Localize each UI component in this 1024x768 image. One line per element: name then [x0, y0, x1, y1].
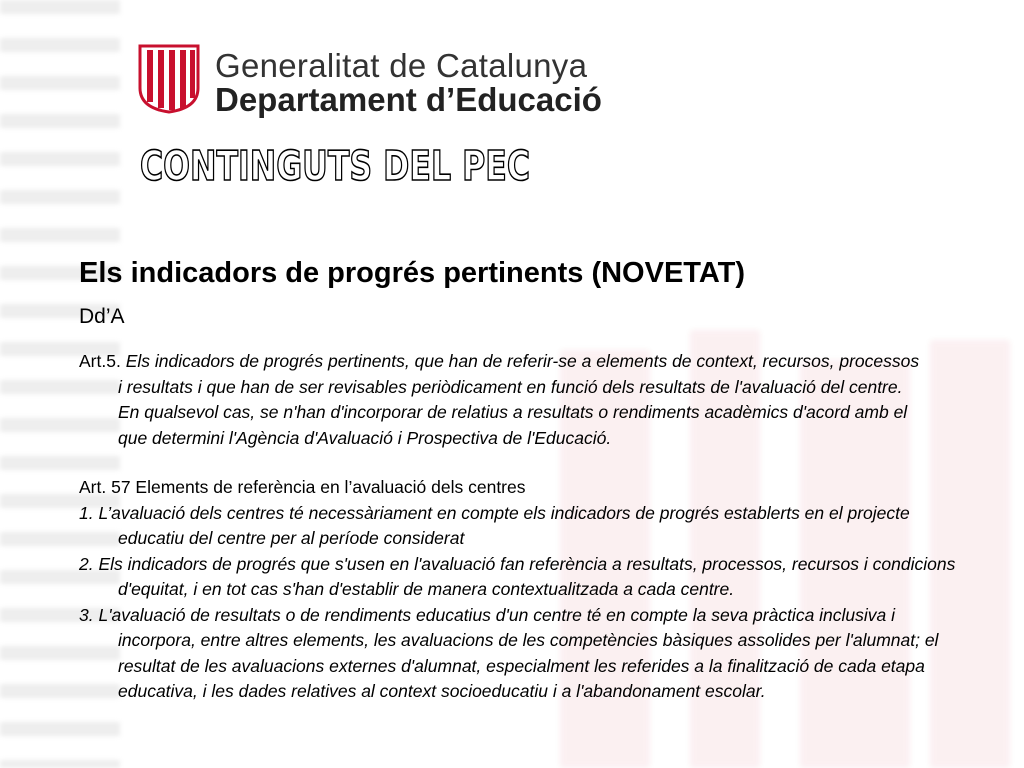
section-heading: Els indicadors de progrés pertinents (NOVETAT): [79, 257, 746, 289]
department-name: Departament d’Educació: [215, 81, 602, 118]
article-text: i resultats i que han de ser revisables periòdicament en funció dels resultats de l'avaluació del centre.: [118, 376, 903, 397]
slide-title: [138, 138, 538, 190]
list-item: 3. L'avaluació de resultats o de rendiments educatius d'un centre té en compte la seva pràctica inclusiva i: [79, 604, 896, 625]
list-item-continuation: educativa, i les dades relatives al context socioeducatiu i a l'abandonament escolar.: [118, 681, 766, 701]
article-text: En qualsevol cas, se n'han d'incorporar de relatius a resultats o rendiments acadèmics d'acord amb el: [118, 402, 908, 422]
article-5: [79, 349, 989, 451]
list-item-continuation: resultat de les avaluacions externes d'alumnat, especialment les referides a la finalització de cada etapa: [118, 655, 925, 676]
article-text: que determini l'Agència d'Avaluació i Prospectiva de l'Educació.: [118, 427, 612, 448]
article-heading: Art. 57 Elements de referència en l’avaluació dels centres: [79, 477, 526, 497]
list-item: 1. L’avaluació dels centres té necessàriament en compte els indicadors de progrés establerts en el projecte: [79, 502, 910, 523]
article-text: Els indicadors de progrés pertinents, que han de referir-se a elements de context, recursos, processos: [125, 351, 920, 371]
source-label: Dd’A: [79, 305, 125, 328]
organization-name: Generalitat de Catalunya: [215, 47, 588, 84]
list-item-continuation: educatiu del centre per al període considerat: [118, 528, 465, 548]
senyera-shield-icon: [138, 44, 200, 114]
svg-text:CONTINGUTS DEL PEC: CONTINGUTS DEL PEC: [140, 142, 530, 190]
article-57: [79, 475, 989, 705]
list-item-continuation: incorpora, entre altres elements, les avaluacions de les competències bàsiques assolides per l'alumnat; el: [118, 630, 939, 650]
article-label: Art.5.: [79, 351, 121, 371]
list-item: 2. Els indicadors de progrés que s'usen en l'avaluació fan referència a resultats, processos, recursos i condicions: [79, 553, 956, 574]
list-item-continuation: d'equitat, i en tot cas s'han d'establir de manera contextualitzada a cada centre.: [118, 579, 735, 599]
